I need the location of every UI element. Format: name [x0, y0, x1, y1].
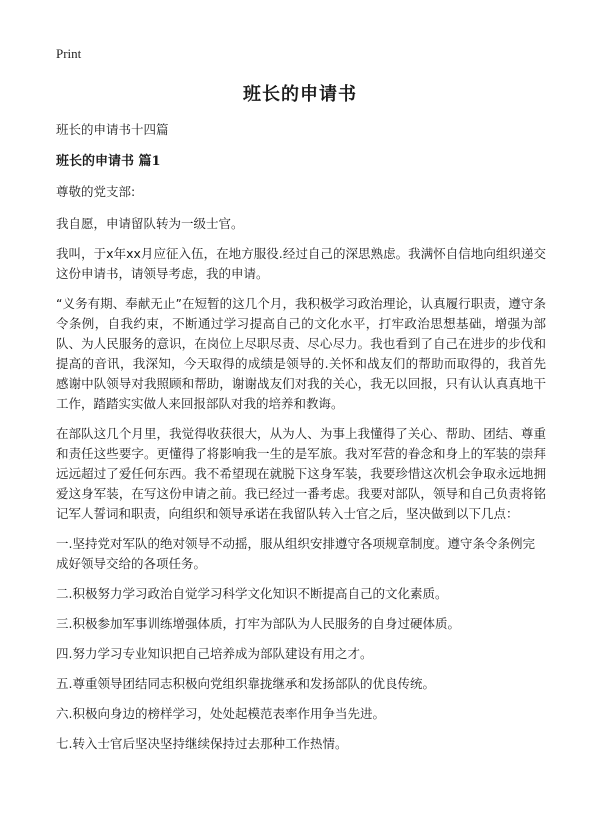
- paragraph: 在部队这几个月里，我觉得收获很大，从为人、为事上我懂得了关心、帮助、团结、尊重和责任这些要字。更懂得了将影响我一生的是军旅。我对军营的眷念和身上的军装的崇拜远远超过了爱任何东西。我不希望现在就脱下这身军装，我要珍惜这次机会争取永远地拥爱这身军装，在写这份申请之前。我已经过一番考虑。我要对部队，领导和自己负责将铭记军人誓词和职责，向组织和领导承诺在我留队转入士官之后，坚决做到以下几点：: [56, 426, 546, 521]
- list-item: 二.积极努力学习政治自觉学习科学文化知识不断提高自己的文化素质。: [56, 586, 448, 601]
- section-heading: 班长的申请书 篇1: [56, 154, 161, 169]
- print-link[interactable]: Print: [56, 46, 82, 61]
- document-body: [56, 120, 546, 764]
- list-item: 三.积极参加军事训练增强体质，打牢为部队为人民服务的自身过硬体质。: [56, 616, 460, 631]
- list-item: 六.积极向身边的榜样学习，处处起模范表率作用争当先进。: [56, 706, 385, 721]
- paragraph: 我自愿，申请留队转为一级士官。: [56, 216, 244, 231]
- list-item: 一.坚持党对军队的绝对领导不动摇，服从组织安排遵守各项规章制度。遵守条令条例完成好领导交给的各项任务。: [56, 536, 535, 571]
- list-item: 七.转入士官后坚决坚持继续保持过去那种工作热情。: [56, 736, 348, 751]
- list-item: 四.努力学习专业知识把自己培养成为部队建设有用之才。: [56, 646, 373, 661]
- paragraph: “义务有期、奉献无止”在短暂的这几个月，我积极学习政治理论，认真履行职责，遵守条令条例，自我约束，不断通过学习提高自己的文化水平，打牢政治思想基础，增强为部队、为人民服务的意识，在岗位上尽职尽责、尽心尽力。我也看到了自己在进步的步伐和提高的音讯，我深知，今天取得的成绩是领导的.关怀和战友们的帮助而取得的，我首先感谢中队领导对我照顾和帮助，谢谢战友们对我的关心，我无以回报，只有认认真真地干工作，踏踏实实做人来回报部队对我的培养和教诲。: [56, 296, 546, 411]
- paragraph: 我叫，于x年xx月应征入伍，在地方服役.经过自己的深思熟虑。我满怀自信地向组织递交这份申请书，请领导考虑，我的申请。: [56, 246, 546, 281]
- document-subtitle: 班长的申请书十四篇: [56, 122, 169, 137]
- list-item: 五.尊重领导团结同志积极向党组织靠拢继承和发扬部队的优良传统。: [56, 676, 435, 691]
- page-title: 班长的申请书: [243, 84, 357, 105]
- salutation: 尊敬的党支部:: [56, 184, 136, 199]
